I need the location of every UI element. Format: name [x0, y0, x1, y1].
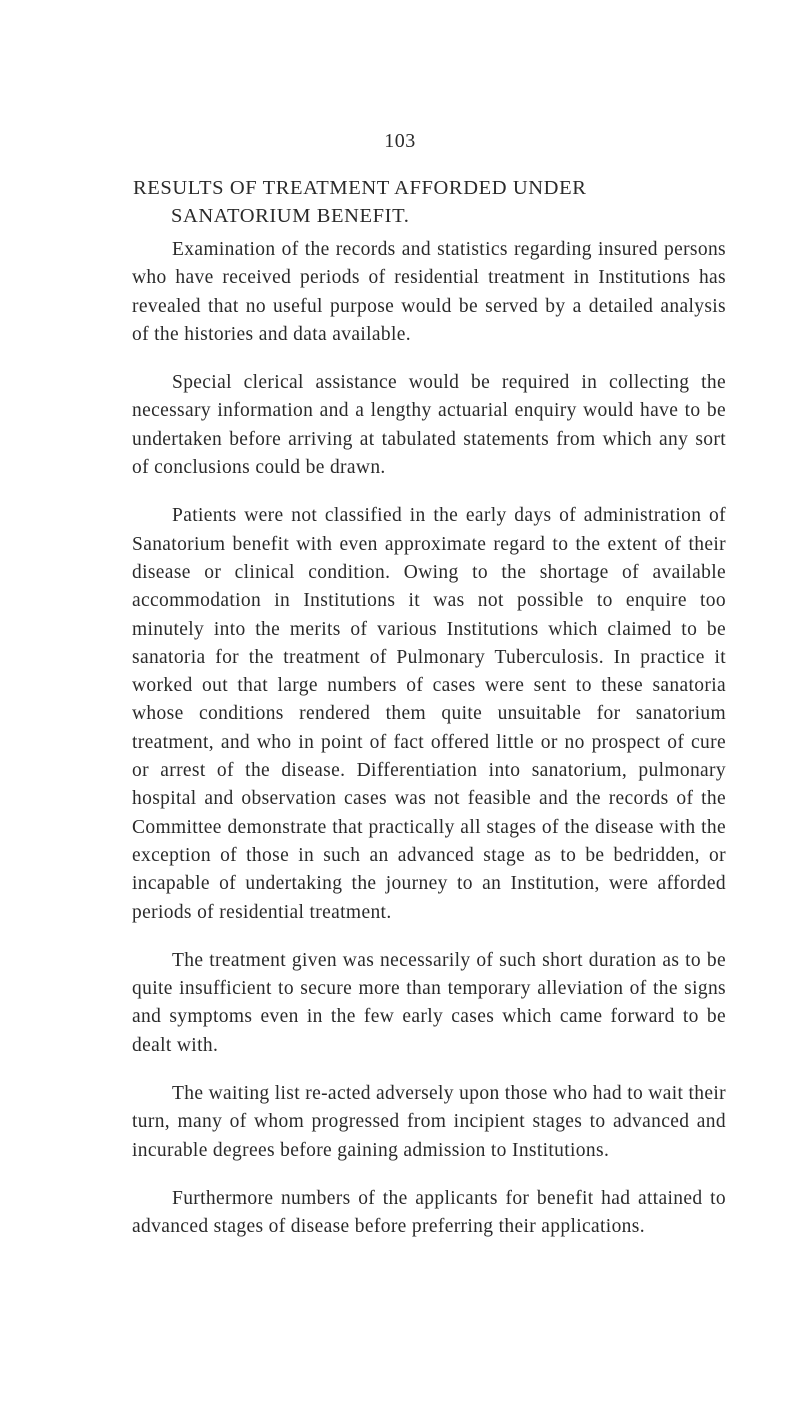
paragraph-examination: Examination of the records and statistics regarding insured persons who have received periods of residential treatment in Institutions has revealed that no useful purpose would be served by a detailed analysis of the histories and data available. — [132, 239, 726, 345]
paragraph-waiting-list: The waiting list re-acted adversely upon those who had to wait their turn, many of whom progressed from incipient stages to advanced and incurable degrees before gaining admission to Institutions. — [132, 1083, 726, 1161]
body-text — [132, 236, 726, 1262]
paragraph-treatment-duration: The treatment given was necessarily of such short duration as to be quite insufficient to secure more than temporary alleviation of the signs and symptoms even in the few early cases which came forward to be dealt with. — [132, 949, 726, 1056]
section-heading — [133, 174, 723, 230]
paragraph-applicants: Furthermore numbers of the applicants for benefit had attained to advanced stages of disease before preferring their applications. — [132, 1187, 726, 1238]
heading-line-1: RESULTS OF TREATMENT AFFORDED UNDER — [133, 177, 587, 199]
heading-line-2: SANATORIUM BENEFIT. — [171, 205, 410, 227]
page-number: 103 — [384, 130, 416, 152]
paragraph-clerical-assistance: Special clerical assistance would be required in collecting the necessary information and a lengthy actuarial enquiry would have to be undertaken before arriving at tabulated statements from which any sort of conclusions could be drawn. — [132, 372, 726, 479]
paragraph-classification: Patients were not classified in the early days of administration of Sanatorium benefit with even approximate regard to the extent of their disease or clinical condition. Owing to the shortage of available accommodation in Institutions it was not possible to enquire too minutely into the merits of various Institutions which claimed to be sanatoria for the treatment of Pulmonary Tuberculosis. In practice it worked out that large numbers of cases were sent to these sanatoria whose conditions rendered them quite unsuitable for sanatorium treatment, and who in point of fact offered little or no prospect of cure or arrest of the disease. Differentiation into sanatorium, pulmonary hospital and observation cases was not feasible and the records of the Committee demonstrate that practically all stages of the disease with the exception of those in such an advanced stage as to be bedridden, or incapable of undertaking the journey to an Institution, were afforded periods of residential treatment. — [132, 505, 726, 923]
